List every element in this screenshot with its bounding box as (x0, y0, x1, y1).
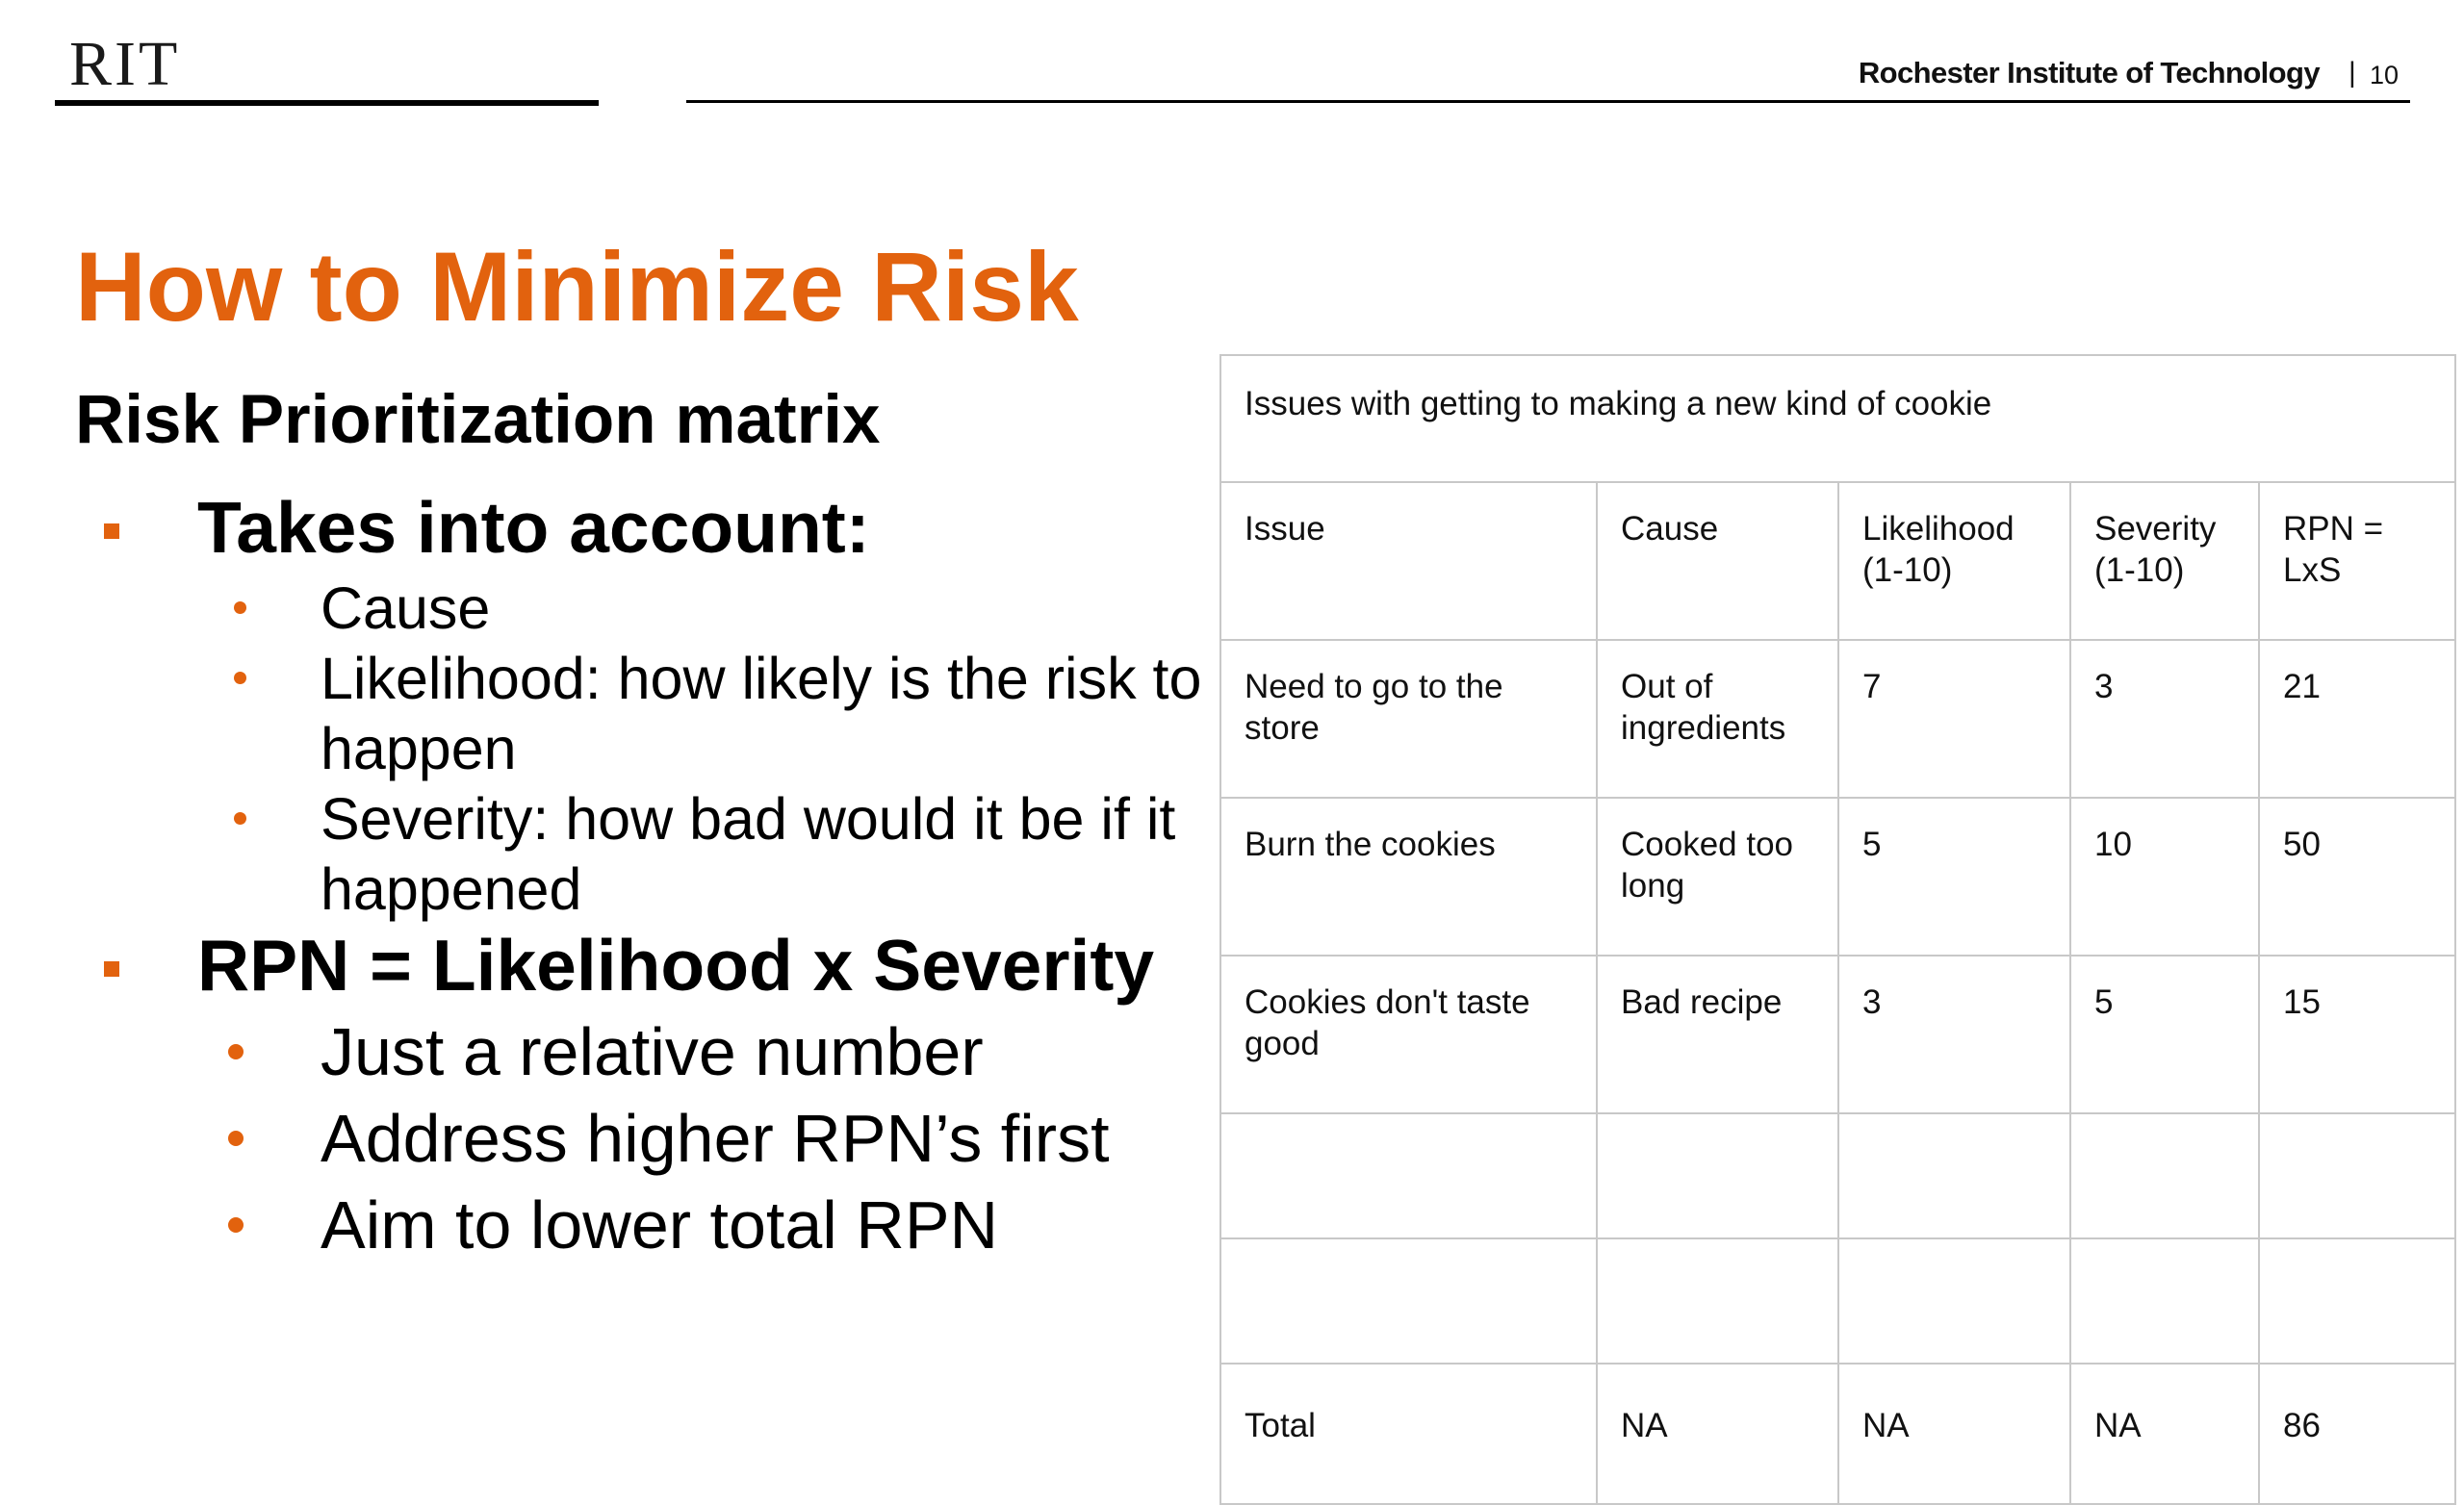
cell-severity: 3 (2070, 640, 2259, 798)
cell-rpn: 50 (2259, 798, 2455, 956)
cell-empty (1838, 1113, 2070, 1238)
column-header-likelihood (1838, 482, 2070, 640)
column-header-severity (2070, 482, 2259, 640)
column-header-rpn-formula: LxS (2283, 551, 2342, 589)
cell-cause-line: Out of (1621, 668, 1713, 705)
round-bullet-icon (234, 672, 246, 684)
round-bullet-icon (234, 812, 246, 825)
institution-name: Rochester Institute of Technology (1858, 56, 2320, 89)
cell-cause (1597, 798, 1838, 956)
cell-issue-line: Cookies don't taste (1245, 983, 1530, 1021)
cell-issue-line: good (1245, 1025, 1320, 1062)
round-bullet-icon (228, 1044, 244, 1059)
cell-empty (2070, 1113, 2259, 1238)
round-bullet-icon (234, 601, 246, 614)
cell-rpn: 15 (2259, 956, 2455, 1113)
round-bullet-icon (228, 1217, 244, 1233)
bullet-rpn-formula: RPN = Likelihood x Severity (197, 925, 1155, 1006)
cell-empty (1597, 1113, 1838, 1238)
cell-empty (1220, 1113, 1597, 1238)
cell-severity: 5 (2070, 956, 2259, 1113)
sub-bullet-relative-number: Just a relative number (321, 1014, 984, 1089)
page-number: 10 (2370, 61, 2400, 89)
cell-empty (1838, 1238, 2070, 1364)
table-caption-row (1220, 355, 2455, 482)
cell-empty (1220, 1238, 1597, 1364)
table-row (1220, 956, 2455, 1113)
table-row (1220, 640, 2455, 798)
column-header-issue-text: Issue (1245, 510, 1325, 548)
cell-issue-line: Need to go to the (1245, 668, 1503, 705)
square-bullet-icon (104, 523, 119, 539)
cell-rpn: 21 (2259, 640, 2455, 798)
table-row-empty (1220, 1113, 2455, 1238)
header-rule-right (686, 100, 2410, 103)
cell-empty (2259, 1238, 2455, 1364)
total-rpn: 86 (2259, 1364, 2455, 1504)
cell-likelihood: 3 (1838, 956, 2070, 1113)
header-separator: | (2348, 57, 2356, 89)
cell-cause-line: Cooked too (1621, 826, 1794, 863)
bullet-takes-into-account: Takes into account: (197, 487, 870, 568)
header-rule-left (55, 100, 599, 106)
sub-bullet-aim-lower: Aim to lower total RPN (321, 1187, 999, 1263)
sub-bullet-address-higher: Address higher RPN’s first (321, 1101, 1110, 1176)
cell-issue (1220, 798, 1597, 956)
cell-cause-line: long (1621, 867, 1685, 905)
cell-issue-line: Burn the cookies (1245, 826, 1496, 863)
square-bullet-icon (104, 961, 119, 977)
cell-cause (1597, 956, 1838, 1113)
total-label: Total (1220, 1364, 1597, 1504)
cell-empty (2259, 1113, 2455, 1238)
table-row-empty (1220, 1238, 2455, 1364)
sub-bullet-likelihood-cont: happen (321, 716, 517, 781)
column-header-issue (1220, 482, 1597, 640)
sub-bullet-severity: Severity: how bad would it be if it (321, 786, 1176, 852)
total-severity: NA (2070, 1364, 2259, 1504)
column-header-rpn-text: RPN = (2283, 510, 2384, 548)
sub-bullet-severity-cont: happened (321, 856, 582, 922)
rit-logo: RIT (69, 29, 181, 99)
total-cause: NA (1597, 1364, 1838, 1504)
column-header-severity-range: (1-10) (2094, 551, 2185, 589)
table-total-row (1220, 1364, 2455, 1504)
cell-likelihood: 7 (1838, 640, 2070, 798)
cell-issue (1220, 640, 1597, 798)
cell-empty (2070, 1238, 2259, 1364)
cell-issue (1220, 956, 1597, 1113)
cell-cause-line: Bad recipe (1621, 983, 1783, 1021)
sub-bullet-likelihood: Likelihood: how likely is the risk to (321, 646, 1202, 711)
risk-prioritization-table (1219, 354, 2456, 1505)
table-row (1220, 798, 2455, 956)
cell-issue-line: store (1245, 709, 1320, 747)
cell-likelihood: 5 (1838, 798, 2070, 956)
column-header-cause (1597, 482, 1838, 640)
cell-empty (1597, 1238, 1838, 1364)
cell-cause (1597, 640, 1838, 798)
table-header-row (1220, 482, 2455, 640)
table-caption: Issues with getting to making a new kind of cookie (1220, 355, 2455, 482)
total-likelihood: NA (1838, 1364, 2070, 1504)
cell-severity: 10 (2070, 798, 2259, 956)
slide-title: How to Minimize Risk (75, 232, 1079, 342)
column-header-cause-text: Cause (1621, 510, 1719, 548)
column-header-severity-text: Severity (2094, 510, 2217, 548)
slide-subtitle: Risk Prioritization matrix (75, 382, 881, 458)
round-bullet-icon (228, 1131, 244, 1146)
column-header-likelihood-text: Likelihood (1862, 510, 2015, 548)
column-header-rpn (2259, 482, 2455, 640)
sub-bullet-cause: Cause (321, 575, 491, 641)
cell-cause-line: ingredients (1621, 709, 1786, 747)
column-header-likelihood-range: (1-10) (1862, 551, 1953, 589)
